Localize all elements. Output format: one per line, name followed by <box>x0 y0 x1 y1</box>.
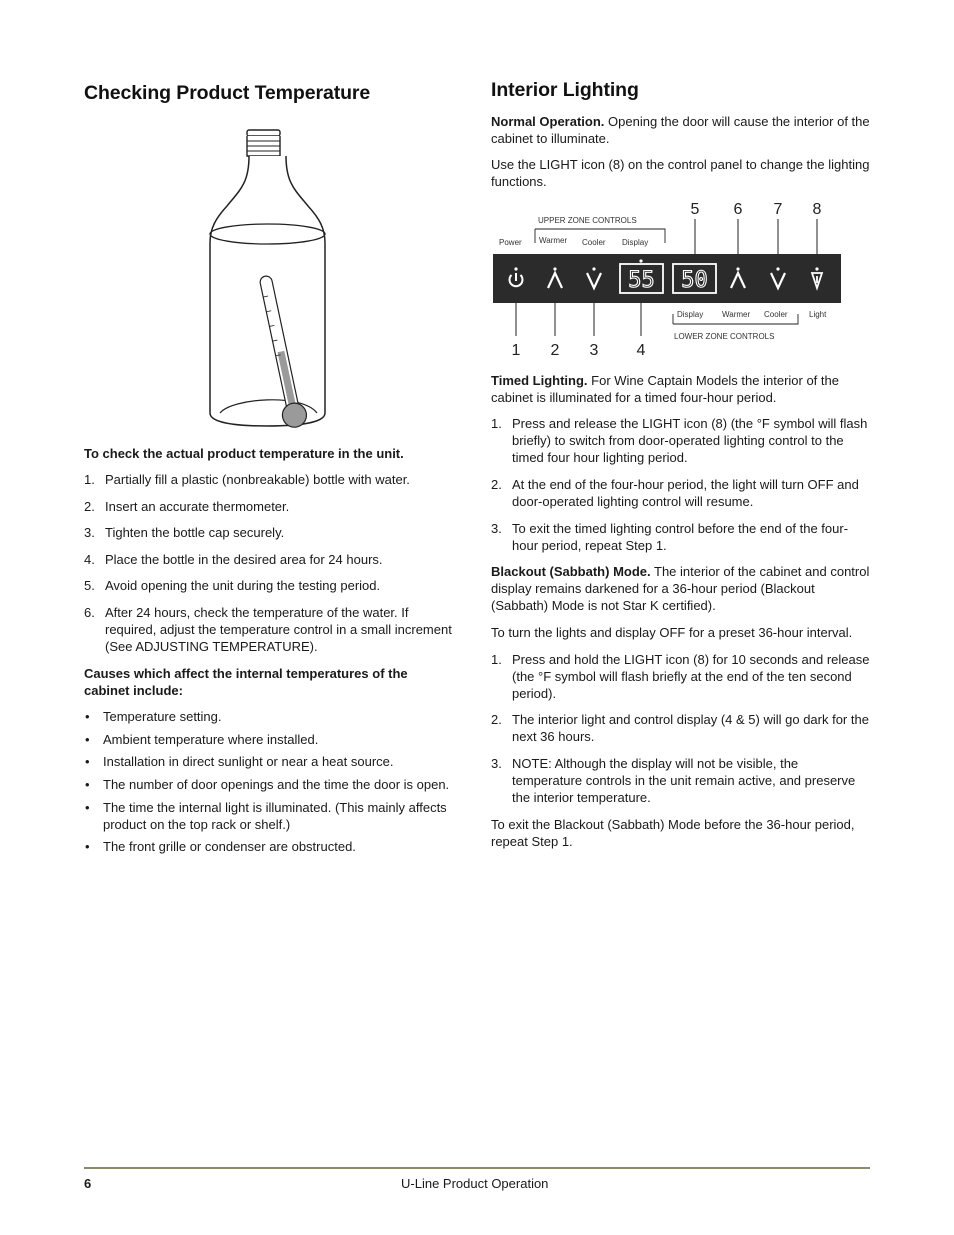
label-display-upper: Display <box>622 238 649 247</box>
callout-8: 8 <box>812 201 822 218</box>
blackout-paragraph <box>491 563 871 614</box>
label-light: Light <box>809 310 827 319</box>
label-cooler-upper: Cooler <box>582 238 606 247</box>
normal-operation-text: Opening the door will cause the interior of the cabinet to illuminate. <box>491 114 870 146</box>
label-power: Power <box>499 238 522 247</box>
blackout-text: The interior of the cabinet and control display remains darkened for a 36-hour period (Blackout (Sabbath) Mode is not Star K certified). <box>491 564 870 613</box>
exit-blackout-paragraph: To exit the Blackout (Sabbath) Mode before the 36-hour period, repeat Step 1. <box>491 817 855 849</box>
causes-heading: Causes which affect the internal temperatures of the cabinet include: <box>84 666 408 698</box>
timed-lighting-label: Timed Lighting. <box>491 373 588 388</box>
callout-7: 7 <box>773 201 783 218</box>
lower-temperature-readout: 50 <box>681 268 708 293</box>
section-heading-checking-temperature: Checking Product Temperature <box>84 82 371 104</box>
label-cooler-lower: Cooler <box>764 310 788 319</box>
label-display-lower: Display <box>677 310 704 319</box>
timed-lighting-paragraph <box>491 372 871 406</box>
callout-3: 3 <box>589 342 599 359</box>
bottle-thermometer-illustration <box>122 128 332 428</box>
page-number: 6 <box>84 1176 92 1191</box>
label-warmer-upper: Warmer <box>539 236 568 245</box>
normal-operation-label: Normal Operation. <box>491 114 605 129</box>
callout-2: 2 <box>550 342 560 359</box>
upper-temperature-readout: 55 <box>628 268 655 293</box>
control-panel-diagram <box>491 197 851 362</box>
callout-6: 6 <box>733 201 743 218</box>
lower-zone-label: LOWER ZONE CONTROLS <box>674 332 775 341</box>
label-warmer-lower: Warmer <box>722 310 751 319</box>
callout-1: 1 <box>511 342 521 359</box>
turn-off-paragraph: To turn the lights and display OFF for a preset 36-hour interval. <box>491 625 853 640</box>
footer-title: U-Line Product Operation <box>401 1176 549 1191</box>
normal-operation-paragraph <box>491 113 871 147</box>
callout-5: 5 <box>690 201 700 218</box>
timed-lighting-text: For Wine Captain Models the interior of the cabinet is illuminated for a timed four-hour period. <box>491 373 839 405</box>
check-intro: To check the actual product temperature in the unit. <box>84 446 404 461</box>
upper-zone-label: UPPER ZONE CONTROLS <box>538 216 637 225</box>
use-light-paragraph: Use the LIGHT icon (8) on the control panel to change the lighting functions. <box>491 157 870 189</box>
section-heading-interior-lighting: Interior Lighting <box>491 79 639 101</box>
panel-background <box>493 254 841 303</box>
callout-4: 4 <box>636 342 646 359</box>
blackout-label: Blackout (Sabbath) Mode. <box>491 564 651 579</box>
footer-rule <box>84 1167 870 1169</box>
